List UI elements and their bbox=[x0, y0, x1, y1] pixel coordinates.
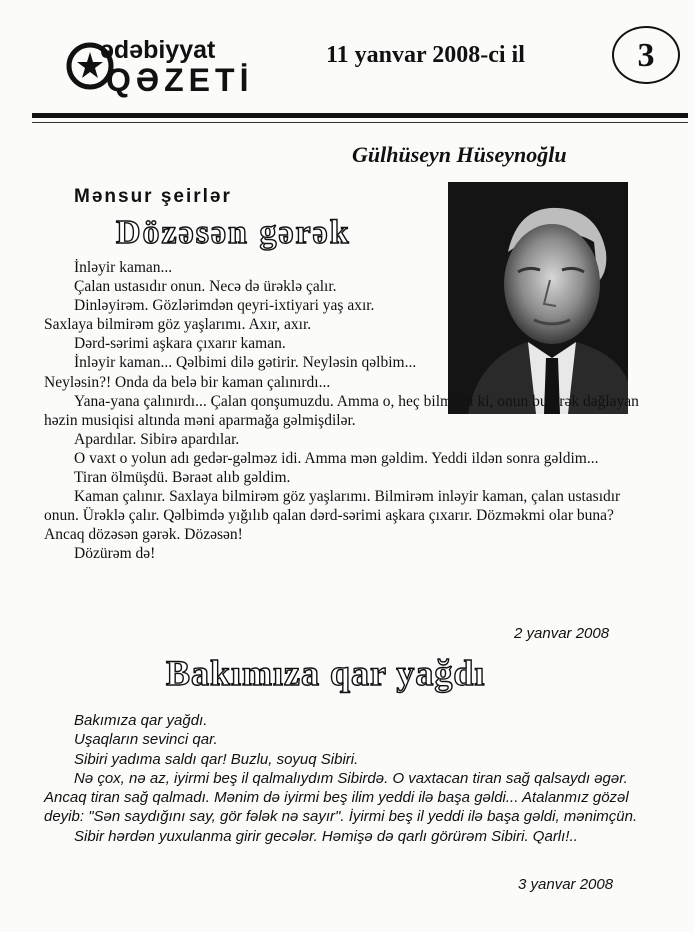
author-name: Gülhüseyn Hüseynoğlu bbox=[352, 142, 567, 167]
poem1-paragraph: Dinləyirəm. Gözlərimdən qeyri-ixtiyari yaş axır. bbox=[74, 297, 375, 315]
page-number: 3 bbox=[612, 26, 680, 84]
poem1-paragraph: Çalan ustasıdır onun. Necə də ürəklə çalır. bbox=[74, 278, 337, 296]
masthead-divider bbox=[32, 113, 688, 118]
poem1-paragraph: Saxlaya bilmirəm göz yaşlarımı. Axır, axır. bbox=[44, 316, 312, 334]
poem2-paragraph: Nə çox, nə az, iyirmi beş il qalmalıydım Sibirdə. O vaxtacan tiran sağ qalsaydı əgər. Ancaq tiran sağ qalmadı. Mənim də iyirmi beş ilim yeddi ilə başa gəldi... Atalanmız gözəl deyib: "Sən saydığını say, gör fələk nə sayır". İyirmi beş il yeddi ilə başa gəldi, mənimçün. bbox=[44, 769, 638, 826]
poem2-date: 3 yanvar 2008 bbox=[518, 876, 614, 893]
logo-title-top: ədəbiyyat bbox=[100, 36, 216, 64]
poem2-paragraph: Sibir hərdən yuxulanma girir gecələr. Həmişə də qarlı görürəm Sibiri. Qarlı!.. bbox=[74, 827, 578, 845]
poem1-paragraph: İnləyir kaman... Qəlbimi dilə gətirir. Neyləsin qəlbim... Neyləsin?! Onda da belə bir kaman çalınırdı... bbox=[44, 354, 417, 391]
poem1-paragraph: O vaxt o yolun adı gedər-gəlməz idi. Amma mən gəldim. Yeddi ildən sonra gəldim... bbox=[74, 449, 599, 467]
poem1-paragraph: İnləyir kaman... bbox=[74, 259, 173, 276]
issue-date: 11 yanvar 2008-ci il bbox=[326, 42, 525, 68]
poem2-paragraph: Bakımıza qar yağdı. bbox=[74, 712, 208, 729]
poem1-date: 2 yanvar 2008 bbox=[514, 625, 610, 642]
poem1-paragraph: Yana-yana çalınırdı... Çalan qonşumuzdu. Amma o, heç bilmirdi ki, onun bu ürək dağlayan həzin musiqisi altında məni aparmağa gəlmişdilər. bbox=[44, 392, 639, 429]
masthead-divider-thin bbox=[32, 122, 688, 123]
poem1-paragraph: Kaman çalınır. Saxlaya bilmirəm göz yaşlarımı. Bilmirəm inləyir kaman, çalan ustasıdır onun. Ürəklə çalır. Qəlbimdə yığılıb qalan dərd-sərimi aşkara çıxarır. Dözməkmi olar buna? Ancaq dözəsən gərək. Dözəsən! bbox=[44, 488, 621, 544]
poem2-paragraph: Sibiri yadıma saldı qar! Buzlu, soyuq Sibiri. bbox=[74, 750, 359, 768]
poem1-paragraph: Dözürəm də! bbox=[74, 545, 156, 563]
poem2-title: Bakımıza qar yağdı bbox=[166, 653, 486, 693]
poem2-body bbox=[44, 711, 640, 846]
poem1-title: Dözəsən gərək bbox=[116, 214, 351, 251]
poem1-paragraph: Dərd-sərimi aşkara çıxarır kaman. bbox=[74, 335, 286, 353]
poem2-paragraph: Uşaqların sevinci qar. bbox=[74, 731, 218, 749]
genre-label: Mənsur şeirlər bbox=[74, 186, 232, 207]
logo-title-bottom: QƏZETİ bbox=[106, 62, 254, 98]
newspaper-logo bbox=[62, 34, 282, 100]
poem1-paragraph: Tiran ölmüşdü. Bəraət alıb gəldim. bbox=[74, 469, 291, 487]
poem1-paragraph: Apardılar. Sibirə apardılar. bbox=[74, 430, 240, 448]
poem1-body bbox=[44, 258, 640, 564]
